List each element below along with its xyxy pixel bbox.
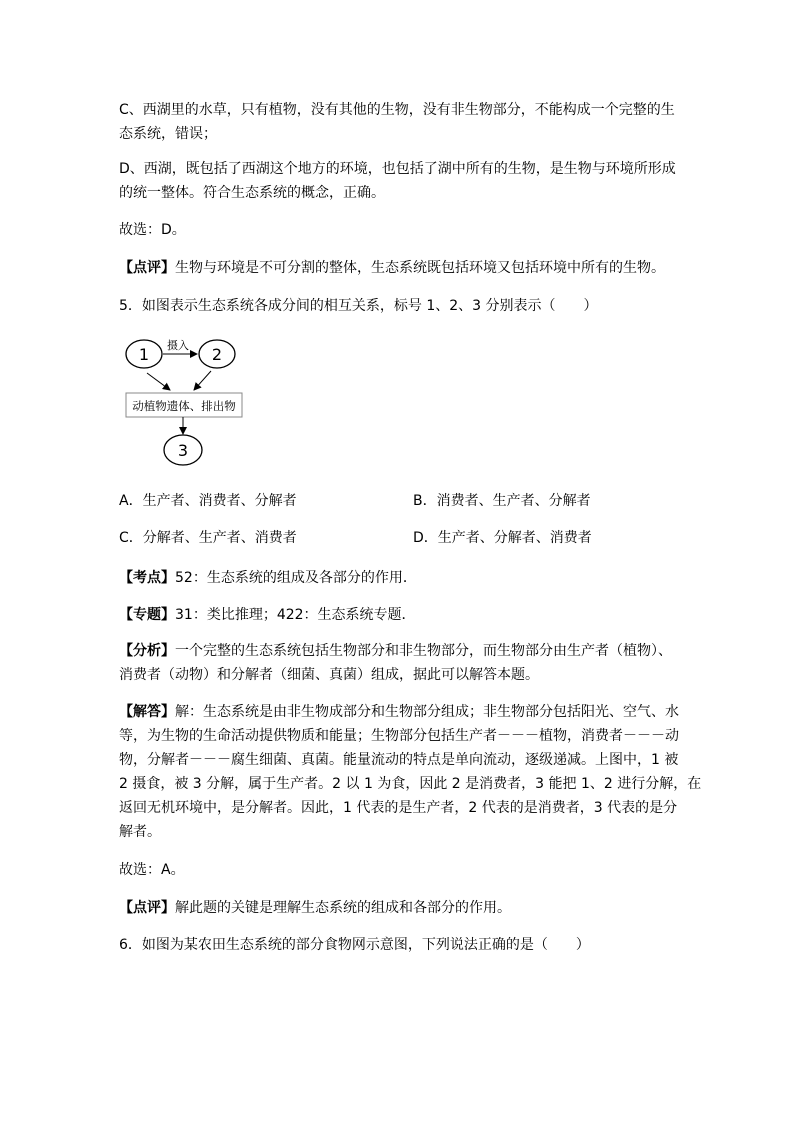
kaodian-section <box>119 566 679 590</box>
review-section <box>119 256 679 280</box>
answer-choice-2 <box>119 858 679 882</box>
question-5 <box>119 294 679 318</box>
fenxi-text: 一个完整的生态系统包括生物部分和非生物部分，而生物部分由生产者（植物）、 <box>175 643 672 659</box>
text-line: 解者。 <box>119 824 161 840</box>
text-line: 态系统，错误； <box>119 126 217 142</box>
option-c-explanation <box>119 98 679 146</box>
text-line: C、西湖里的水草，只有植物，没有其他的生物，没有非生物部分，不能构成一个完整的生 <box>119 102 675 118</box>
option-c[interactable]: C．分解者、生产者、消费者 <box>119 530 297 546</box>
answer-text: 故选：A。 <box>119 862 185 878</box>
text-line: D、西湖，既包括了西湖这个地方的环境，也包括了湖中所有的生物，是生物与环境所形成 <box>119 161 676 177</box>
jieda-tag: 【解答】 <box>119 704 175 720</box>
option-b[interactable]: B．消费者、生产者、分解者 <box>413 493 591 509</box>
arrow-1-to-box <box>147 373 170 390</box>
node-3-label: 3 <box>177 441 189 460</box>
text-line: 的统一整体。符合生态系统的概念，正确。 <box>119 185 385 201</box>
review-tag: 【点评】 <box>119 900 175 916</box>
review-text: 生物与环境是不可分割的整体，生态系统既包括环境又包括环境中所有的生物。 <box>175 260 665 276</box>
answer-choice <box>119 218 679 242</box>
kaodian-text: 52：生态系统的组成及各部分的作用． <box>175 570 417 586</box>
text-line: 物，分解者－－－腐生细菌、真菌。能量流动的特点是单向流动，逐级递减。上图中，1 被 <box>119 752 679 768</box>
kaodian-tag: 【考点】 <box>119 570 175 586</box>
ecosystem-diagram <box>119 335 259 470</box>
node-2-label: 2 <box>211 345 223 364</box>
question-text: 5．如图表示生态系统各成分间的相互关系，标号 1、2、3 分别表示（ ） <box>119 298 598 314</box>
fenxi-tag: 【分析】 <box>119 643 175 659</box>
ingest-label: 摄入 <box>167 339 189 352</box>
option-d[interactable]: D．生产者、分解者、消费者 <box>413 530 592 546</box>
question-6 <box>119 933 679 957</box>
review-text: 解此题的关键是理解生态系统的组成和各部分的作用。 <box>175 900 511 916</box>
text-line: 等，为生物的生命活动提供物质和能量；生物部分包括生产者－－－植物，消费者－－－动 <box>119 728 679 744</box>
option-a[interactable]: A．生产者、消费者、分解者 <box>119 493 297 509</box>
node-1-label: 1 <box>138 345 150 364</box>
arrow-2-to-box <box>194 371 211 390</box>
zhuanti-text: 31：类比推理；422：生态系统专题． <box>175 607 416 623</box>
zhuanti-section <box>119 603 679 627</box>
option-d-explanation <box>119 157 679 205</box>
text-line: 消费者（动物）和分解者（细菌、真菌）组成，据此可以解答本题。 <box>119 667 539 683</box>
zhuanti-tag: 【专题】 <box>119 607 175 623</box>
text-line: 2 摄食，被 3 分解，属于生产者。2 以 1 为食，因此 2 是消费者，3 能把 1、2 进行分解，在 <box>119 776 702 792</box>
fenxi-section <box>119 639 679 687</box>
review-section-2 <box>119 896 679 920</box>
text-line: 返回无机环境中，是分解者。因此，1 代表的是生产者，2 代表的是消费者，3 代表的是分 <box>119 800 678 816</box>
question-text: 6．如图为某农田生态系统的部分食物网示意图，下列说法正确的是（ ） <box>119 937 590 953</box>
remains-box-label: 动植物遗体、排出物 <box>132 399 236 413</box>
jieda-section <box>119 700 702 844</box>
answer-text: 故选：D。 <box>119 222 186 238</box>
jieda-text: 解：生态系统是由非生物成部分和生物部分组成；非生物部分包括阳光、空气、水 <box>175 704 679 720</box>
review-tag: 【点评】 <box>119 260 175 276</box>
